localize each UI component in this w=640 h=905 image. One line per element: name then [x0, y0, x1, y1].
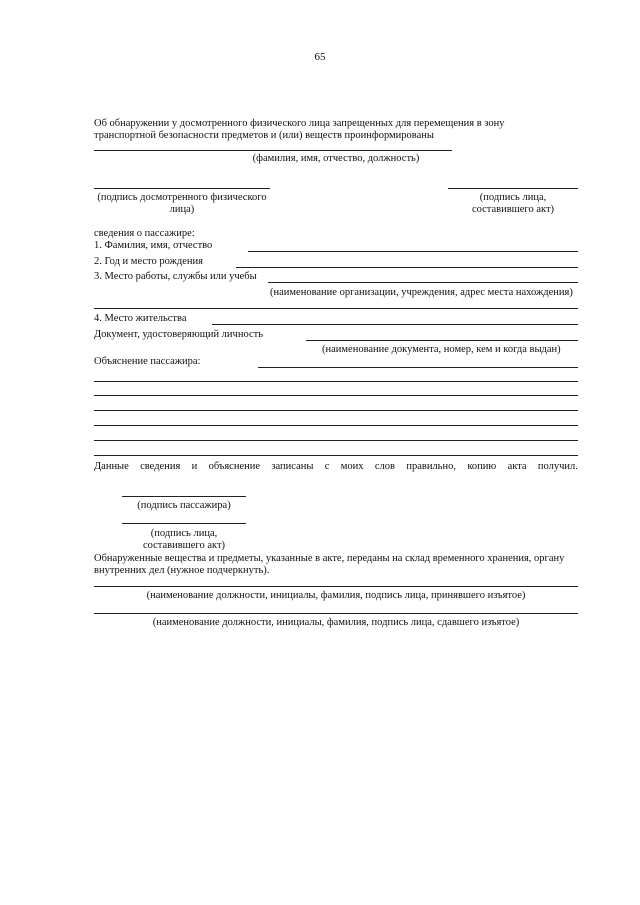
statement-word: и: [191, 461, 198, 472]
explanation-line-1[interactable]: [258, 367, 578, 368]
statement-word: правильно,: [406, 461, 456, 472]
statement-word: Данные: [94, 461, 129, 472]
label-residence: 4. Место жительства: [94, 313, 187, 324]
intro-caption: (фамилия, имя, отчество, должность): [252, 153, 420, 164]
label-passenger-explanation: Объяснение пассажира:: [94, 356, 201, 367]
field-line-full-name[interactable]: [248, 251, 578, 252]
signature-caption-inspected-line-1: (подпись досмотренного физического: [97, 192, 267, 203]
field-line-received-by[interactable]: [94, 586, 578, 587]
caption-received-by: (наименование должности, инициалы, фамилия, подпись лица, принявшего изъятое): [146, 590, 526, 601]
statement-word: объяснение: [208, 461, 261, 472]
statement-text: [94, 461, 578, 473]
field-line-id-document[interactable]: [306, 340, 578, 341]
label-birth-year-place: 2. Год и место рождения: [94, 256, 203, 267]
statement-word: записаны: [271, 461, 314, 472]
signature-caption-author-bottom-line-2: составившего акт): [142, 540, 226, 551]
statement-word: копию: [467, 461, 497, 472]
intro-fill-line[interactable]: [94, 150, 452, 151]
field-line-workplace-2[interactable]: [94, 308, 578, 309]
explanation-line-3[interactable]: [94, 395, 578, 396]
statement-word: акта: [507, 461, 527, 472]
caption-workplace: (наименование организации, учреждения, адрес места нахождения): [270, 287, 573, 298]
statement-word: получил.: [537, 461, 578, 472]
explanation-line-5[interactable]: [94, 425, 578, 426]
explanation-line-7[interactable]: [94, 455, 578, 456]
statement-word: с: [324, 461, 330, 472]
signature-caption-author-line-2: составившего акт): [471, 204, 555, 215]
signature-caption-passenger: (подпись пассажира): [137, 500, 231, 511]
intro-line-1: Об обнаружении у досмотренного физического лица запрещенных для перемещения в зону: [94, 118, 505, 129]
signature-line-act-author[interactable]: [448, 188, 578, 189]
field-line-handed-by[interactable]: [94, 613, 578, 614]
label-id-document: Документ, удостоверяющий личность: [94, 329, 263, 340]
statement-word: моих: [340, 461, 364, 472]
passenger-heading: сведения о пассажире:: [94, 228, 195, 239]
handover-line-2: внутренних дел (нужное подчеркнуть).: [94, 565, 270, 576]
label-workplace: 3. Место работы, службы или учебы: [94, 271, 257, 282]
explanation-line-2[interactable]: [94, 381, 578, 382]
signature-caption-author-bottom-line-1: (подпись лица,: [150, 528, 218, 539]
explanation-line-4[interactable]: [94, 410, 578, 411]
signature-line-passenger[interactable]: [122, 496, 246, 497]
caption-handed-by: (наименование должности, инициалы, фамилия, подпись лица, сдавшего изъятое): [152, 617, 520, 628]
caption-id-document: (наименование документа, номер, кем и когда выдан): [322, 344, 561, 355]
field-line-residence[interactable]: [212, 324, 578, 325]
label-full-name: 1. Фамилия, имя, отчество: [94, 240, 213, 251]
field-line-workplace[interactable]: [268, 282, 578, 283]
signature-line-act-author-bottom[interactable]: [122, 523, 246, 524]
page-number: 65: [314, 51, 326, 63]
handover-line-1: Обнаруженные вещества и предметы, указанные в акте, переданы на склад временного хранения, органу: [94, 553, 565, 564]
intro-line-2: транспортной безопасности предметов и (или) веществ проинформированы: [94, 130, 434, 141]
signature-caption-author-line-1: (подпись лица,: [479, 192, 547, 203]
statement-word: слов: [374, 461, 395, 472]
signature-caption-inspected-line-2: лица): [169, 204, 195, 215]
explanation-line-6[interactable]: [94, 440, 578, 441]
field-line-birth-year-place[interactable]: [236, 267, 578, 268]
statement-word: сведения: [140, 461, 181, 472]
signature-line-inspected-person[interactable]: [94, 188, 270, 189]
